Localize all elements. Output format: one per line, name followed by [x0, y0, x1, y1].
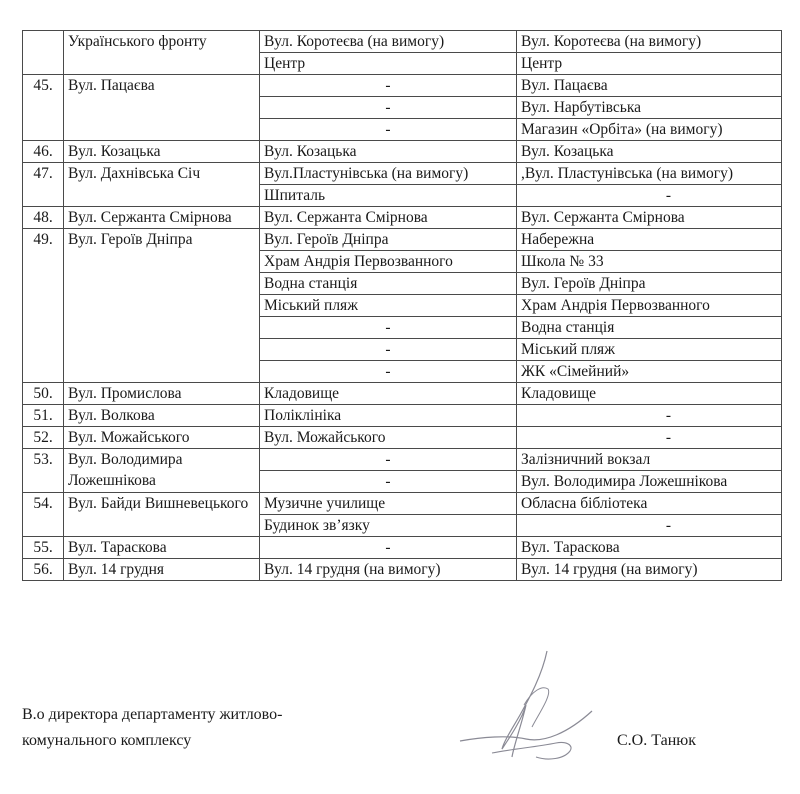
stop-direction-1: -: [260, 97, 517, 119]
stop-direction-2: -: [517, 515, 782, 537]
street-name: Вул. Козацька: [64, 141, 260, 163]
stop-direction-2: Вул. Героїв Дніпра: [517, 273, 782, 295]
signatory-position: [22, 702, 282, 754]
stop-direction-1: -: [260, 537, 517, 559]
stop-direction-2: Магазин «Орбіта» (на вимогу): [517, 119, 782, 141]
street-name: Вул. Байди Вишневецького: [64, 493, 260, 537]
stop-direction-1: Центр: [260, 53, 517, 75]
stop-direction-1: Вул. Козацька: [260, 141, 517, 163]
table-row: [23, 383, 782, 405]
street-name: Вул. Дахнівська Січ: [64, 163, 260, 207]
table-row: [23, 75, 782, 97]
street-name: Українського фронту: [64, 31, 260, 75]
table-row: [23, 207, 782, 229]
stop-direction-1: -: [260, 119, 517, 141]
stop-direction-2: Храм Андрія Первозванного: [517, 295, 782, 317]
table-row: [23, 141, 782, 163]
stop-direction-1: -: [260, 317, 517, 339]
stop-direction-2: Вул. Нарбутівська: [517, 97, 782, 119]
street-name: Вул. Промислова: [64, 383, 260, 405]
stop-direction-1: -: [260, 471, 517, 493]
stop-direction-2: -: [517, 185, 782, 207]
row-number: 56.: [23, 559, 64, 581]
stop-direction-1: -: [260, 361, 517, 383]
stop-direction-1: Будинок зв’язку: [260, 515, 517, 537]
table-row: [23, 31, 782, 53]
row-number: 45.: [23, 75, 64, 141]
stop-direction-1: Кладовище: [260, 383, 517, 405]
stop-direction-1: Вул. Коротеєва (на вимогу): [260, 31, 517, 53]
street-name: Вул. Можайського: [64, 427, 260, 449]
stop-direction-2: Вул. Козацька: [517, 141, 782, 163]
row-number: 54.: [23, 493, 64, 537]
row-number: [23, 31, 64, 75]
row-number: 47.: [23, 163, 64, 207]
stop-direction-2: -: [517, 405, 782, 427]
stop-direction-1: Шпиталь: [260, 185, 517, 207]
stop-direction-2: Обласна бібліотека: [517, 493, 782, 515]
stop-direction-2: Набережна: [517, 229, 782, 251]
stop-direction-1: Міський пляж: [260, 295, 517, 317]
table-row: [23, 229, 782, 251]
row-number: 49.: [23, 229, 64, 383]
stop-direction-2: Міський пляж: [517, 339, 782, 361]
street-name: Вул. 14 грудня: [64, 559, 260, 581]
stop-direction-1: -: [260, 75, 517, 97]
street-name: Вул. Сержанта Смірнова: [64, 207, 260, 229]
stop-direction-1: Вул. Героїв Дніпра: [260, 229, 517, 251]
table-row: [23, 427, 782, 449]
row-number: 53.: [23, 449, 64, 493]
stop-direction-2: Центр: [517, 53, 782, 75]
stop-direction-2: Школа № 33: [517, 251, 782, 273]
routes-table: [22, 30, 782, 581]
row-number: 52.: [23, 427, 64, 449]
stop-direction-1: Вул.Пластунівська (на вимогу): [260, 163, 517, 185]
stop-direction-1: Водна станція: [260, 273, 517, 295]
row-number: 50.: [23, 383, 64, 405]
stop-direction-2: Вул. Володимира Ложешнікова: [517, 471, 782, 493]
street-name: Вул. Героїв Дніпра: [64, 229, 260, 383]
row-number: 51.: [23, 405, 64, 427]
signatory-name: С.О. Танюк: [617, 732, 696, 749]
stop-direction-2: Вул. Тараскова: [517, 537, 782, 559]
stop-direction-2: -: [517, 427, 782, 449]
stop-direction-2: Залізничний вокзал: [517, 449, 782, 471]
table-row: [23, 493, 782, 515]
stop-direction-2: Водна станція: [517, 317, 782, 339]
stop-direction-1: Поліклініка: [260, 405, 517, 427]
street-name: Вул. Волкова: [64, 405, 260, 427]
stop-direction-2: ЖК «Сімейний»: [517, 361, 782, 383]
stop-direction-2: Кладовище: [517, 383, 782, 405]
table-row: [23, 449, 782, 471]
row-number: 46.: [23, 141, 64, 163]
stop-direction-1: Вул. 14 грудня (на вимогу): [260, 559, 517, 581]
stop-direction-2: Вул. Сержанта Смірнова: [517, 207, 782, 229]
stop-direction-1: -: [260, 339, 517, 361]
stop-direction-2: ,Вул. Пластунівська (на вимогу): [517, 163, 782, 185]
stop-direction-1: Музичне училище: [260, 493, 517, 515]
stop-direction-2: Вул. Пацаєва: [517, 75, 782, 97]
table-row: [23, 163, 782, 185]
stop-direction-1: Вул. Можайського: [260, 427, 517, 449]
table-row: [23, 537, 782, 559]
signatory-position-line2: комунального комплексу: [22, 732, 192, 749]
stop-direction-1: -: [260, 449, 517, 471]
signatory-position-line1: В.о директора департаменту житлово-: [22, 706, 283, 723]
table-row: [23, 559, 782, 581]
stop-direction-1: Вул. Сержанта Смірнова: [260, 207, 517, 229]
stop-direction-2: Вул. Коротеєва (на вимогу): [517, 31, 782, 53]
routes-table-body: [23, 31, 782, 581]
street-name: Вул. Пацаєва: [64, 75, 260, 141]
row-number: 55.: [23, 537, 64, 559]
street-name: Вул. Тараскова: [64, 537, 260, 559]
handwritten-signature: [452, 645, 602, 775]
stop-direction-1: Храм Андрія Первозванного: [260, 251, 517, 273]
table-row: [23, 405, 782, 427]
stop-direction-2: Вул. 14 грудня (на вимогу): [517, 559, 782, 581]
row-number: 48.: [23, 207, 64, 229]
street-name: Вул. Володимира Ложешнікова: [64, 449, 260, 493]
